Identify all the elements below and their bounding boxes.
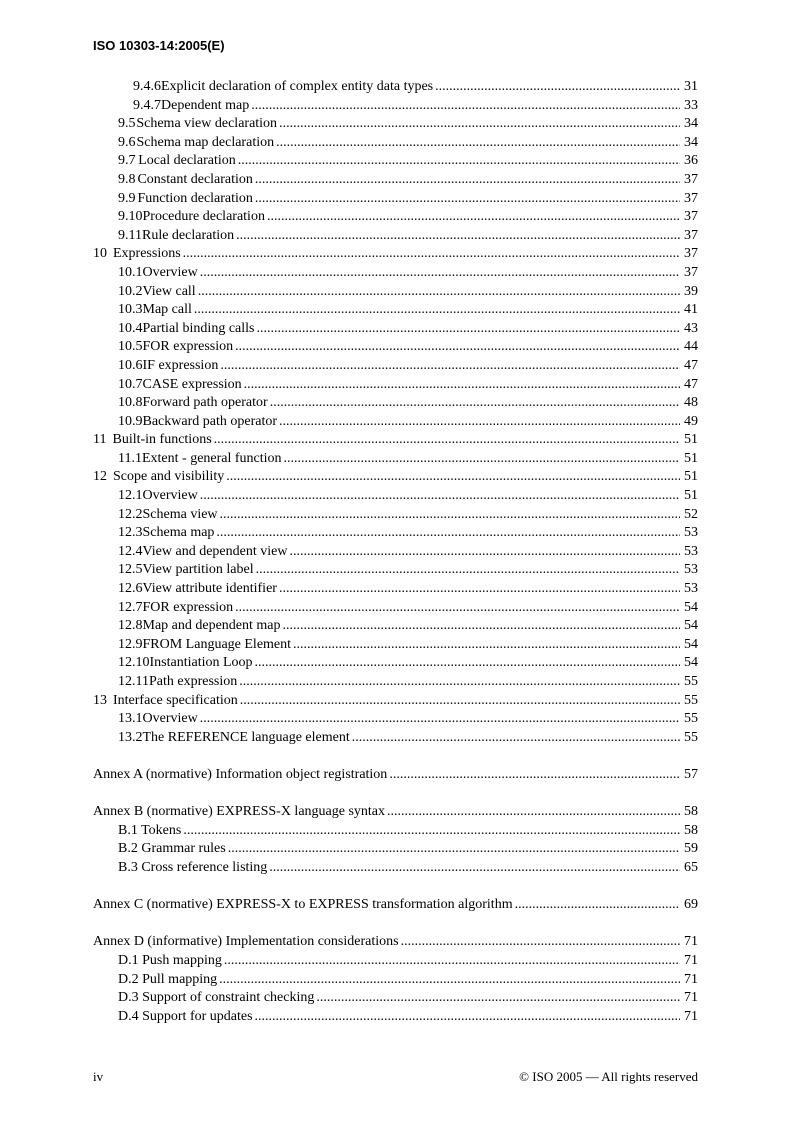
toc-entry-title: D.1 Push mapping <box>118 952 222 968</box>
toc-entry-number: 12.7 <box>118 599 143 615</box>
toc-entry[interactable] <box>93 561 698 580</box>
toc-entry-number: 10.8 <box>118 395 143 411</box>
toc-entry-number: 12.2 <box>118 506 143 522</box>
toc-entry-number: 10.9 <box>118 413 143 429</box>
toc-entry-number: 10.4 <box>118 320 143 336</box>
toc-entry-number: 12.4 <box>118 543 143 559</box>
toc-entry-page: 53 <box>684 562 698 578</box>
toc-entry-title: Explicit declaration of complex entity data types <box>161 79 434 94</box>
toc-entry[interactable] <box>93 245 698 264</box>
toc-entry-number: 9.10 <box>118 209 143 225</box>
document-id-header: ISO 10303-14:2005(E) <box>93 38 225 53</box>
toc-entry-title: Extent - general function <box>141 450 282 466</box>
toc-leader-dots <box>214 431 680 450</box>
toc-entry-title: Map and dependent map <box>142 618 281 634</box>
toc-entry[interactable] <box>93 227 698 246</box>
table-of-contents <box>93 78 698 1026</box>
toc-entry-page: 71 <box>684 934 698 950</box>
toc-spacer <box>93 878 698 897</box>
toc-leader-dots <box>267 208 680 227</box>
toc-entry[interactable] <box>93 487 698 506</box>
toc-entry[interactable] <box>93 431 698 450</box>
toc-entry-title: View and dependent view <box>142 543 288 559</box>
toc-entry[interactable] <box>93 506 698 525</box>
toc-entry[interactable] <box>93 78 698 97</box>
toc-entry-number: 9.4.7 <box>133 97 161 113</box>
toc-entry-title: Path expression <box>148 674 238 689</box>
toc-entry[interactable] <box>93 134 698 153</box>
toc-entry-page: 37 <box>684 246 698 262</box>
toc-entry-title: Local declaration <box>138 153 236 169</box>
toc-leader-dots <box>269 859 680 878</box>
toc-entry-title: Function declaration <box>137 190 253 206</box>
toc-entry[interactable] <box>93 971 698 990</box>
toc-entry[interactable] <box>93 654 698 673</box>
toc-entry-number: 11 <box>93 432 107 448</box>
toc-entry[interactable] <box>93 413 698 432</box>
toc-leader-dots <box>279 413 680 432</box>
toc-entry-title: View partition label <box>142 562 254 578</box>
toc-leader-dots <box>220 506 680 525</box>
toc-leader-dots <box>200 487 680 506</box>
toc-entry[interactable] <box>93 673 698 692</box>
toc-entry-page: 33 <box>684 97 698 113</box>
toc-entry-number: 9.8 <box>118 171 136 187</box>
toc-leader-dots <box>255 654 680 673</box>
toc-entry-page: 47 <box>684 357 698 373</box>
toc-entry-title: D.3 Support of constraint checking <box>118 990 315 1006</box>
toc-entry-page: 37 <box>684 227 698 243</box>
toc-entry-number: 10.3 <box>118 302 143 318</box>
toc-entry-title: Interface specification <box>113 692 238 708</box>
toc-entry[interactable] <box>93 357 698 376</box>
toc-entry-title: Schema view <box>142 506 218 522</box>
toc-entry[interactable] <box>93 208 698 227</box>
toc-entry-title: View attribute identifier <box>142 581 277 597</box>
toc-entry-number: 12.3 <box>118 525 143 541</box>
toc-entry-page: 34 <box>684 134 698 150</box>
toc-entry-title: FROM Language Element <box>142 636 292 652</box>
toc-entry-number: 9.6 <box>118 134 136 150</box>
toc-entry-number: 13.1 <box>118 711 143 727</box>
toc-entry-number: 11.1 <box>118 450 142 466</box>
toc-leader-dots <box>293 636 680 655</box>
toc-entry-number: 9.4.6 <box>133 79 161 94</box>
toc-entry[interactable] <box>93 617 698 636</box>
toc-entry[interactable] <box>93 264 698 283</box>
toc-entry-page: 41 <box>684 302 698 318</box>
toc-leader-dots <box>239 673 680 692</box>
toc-leader-dots <box>279 115 680 134</box>
toc-entry[interactable] <box>93 152 698 171</box>
toc-entry[interactable] <box>93 840 698 859</box>
toc-leader-dots <box>200 710 680 729</box>
toc-entry-title: B.3 Cross reference listing <box>118 859 268 875</box>
toc-entry-title: CASE expression <box>142 376 242 392</box>
toc-entry-title: Overview <box>142 711 198 727</box>
toc-entry-page: 52 <box>684 506 698 522</box>
toc-entry-number: 9.11 <box>118 227 142 243</box>
toc-entry[interactable] <box>93 190 698 209</box>
toc-entry-page: 54 <box>684 636 698 652</box>
toc-entry[interactable] <box>93 450 698 469</box>
toc-entry-title: FOR expression <box>142 599 234 615</box>
toc-leader-dots <box>352 729 680 748</box>
toc-entry[interactable] <box>93 301 698 320</box>
toc-entry-page: 39 <box>684 283 698 299</box>
toc-entry-title: FOR expression <box>142 339 234 355</box>
toc-leader-dots <box>228 840 680 859</box>
toc-entry[interactable] <box>93 933 698 952</box>
toc-entry-page: 48 <box>684 395 698 411</box>
toc-entry[interactable] <box>93 543 698 562</box>
toc-entry-title: Map call <box>142 302 192 318</box>
toc-leader-dots <box>224 952 680 971</box>
toc-leader-dots <box>435 78 680 97</box>
toc-entry-page: 34 <box>684 116 698 132</box>
toc-entry-page: 37 <box>684 209 698 225</box>
toc-entry-page: 69 <box>684 897 698 913</box>
toc-leader-dots <box>244 376 680 395</box>
toc-entry[interactable] <box>93 766 698 785</box>
toc-leader-dots <box>226 468 680 487</box>
toc-leader-dots <box>283 617 680 636</box>
toc-entry-title: Annex A (normative) Information object registration <box>93 766 388 782</box>
toc-entry-title: D.2 Pull mapping <box>118 971 218 987</box>
toc-entry-title: IF expression <box>142 357 219 373</box>
toc-entry-page: 59 <box>684 841 698 857</box>
toc-entry-title: B.2 Grammar rules <box>118 841 226 857</box>
toc-entry-page: 55 <box>684 674 698 689</box>
toc-entry[interactable] <box>93 1008 698 1027</box>
toc-entry[interactable] <box>93 320 698 339</box>
toc-entry-title: Annex C (normative) EXPRESS-X to EXPRESS transformation algorithm <box>93 897 513 913</box>
toc-leader-dots <box>235 599 680 618</box>
toc-entry-title: Rule declaration <box>141 227 235 243</box>
toc-entry-title: Dependent map <box>161 97 250 113</box>
toc-entry-page: 71 <box>684 990 698 1006</box>
toc-entry-page: 55 <box>684 711 698 727</box>
toc-entry[interactable] <box>93 599 698 618</box>
toc-entry-number: 10.1 <box>118 264 143 280</box>
copyright-notice: © ISO 2005 — All rights reserved <box>519 1069 698 1084</box>
toc-entry-number: 10.5 <box>118 339 143 355</box>
toc-leader-dots <box>251 97 680 116</box>
toc-entry[interactable] <box>93 376 698 395</box>
toc-leader-dots <box>270 394 680 413</box>
toc-entry-title: Built-in functions <box>112 432 212 448</box>
toc-leader-dots <box>255 171 680 190</box>
toc-entry-title: View call <box>142 283 196 299</box>
toc-entry[interactable] <box>93 859 698 878</box>
toc-entry-page: 51 <box>684 450 698 466</box>
toc-entry-page: 53 <box>684 581 698 597</box>
toc-entry-page: 54 <box>684 618 698 634</box>
toc-entry-page: 44 <box>684 339 698 355</box>
toc-entry-page: 54 <box>684 599 698 615</box>
toc-entry-number: 12.6 <box>118 581 143 597</box>
toc-entry-title: Annex D (informative) Implementation considerations <box>93 934 399 950</box>
toc-entry[interactable] <box>93 468 698 487</box>
toc-entry-page: 37 <box>684 190 698 206</box>
toc-entry-title: B.1 Tokens <box>118 822 182 838</box>
toc-entry-title: Procedure declaration <box>142 209 265 225</box>
toc-entry-page: 55 <box>684 692 698 708</box>
toc-entry-page: 36 <box>684 153 698 169</box>
toc-leader-dots <box>401 933 680 952</box>
toc-entry-page: 37 <box>684 264 698 280</box>
toc-leader-dots <box>289 543 680 562</box>
toc-leader-dots <box>200 264 680 283</box>
toc-entry[interactable] <box>93 636 698 655</box>
toc-entry[interactable] <box>93 692 698 711</box>
toc-entry-page: 58 <box>684 822 698 838</box>
toc-entry-title: Constant declaration <box>137 171 253 187</box>
toc-entry-number: 12.5 <box>118 562 143 578</box>
toc-leader-dots <box>387 803 680 822</box>
toc-entry-number: 9.7 <box>118 153 136 169</box>
toc-entry[interactable] <box>93 97 698 116</box>
toc-entry-number: 9.9 <box>118 190 136 206</box>
toc-leader-dots <box>279 580 680 599</box>
toc-entry-number: 12.10 <box>118 655 150 671</box>
toc-entry-page: 49 <box>684 413 698 429</box>
toc-entry-title: Backward path operator <box>142 413 277 429</box>
toc-entry-number: 12.1 <box>118 488 143 504</box>
toc-leader-dots <box>220 357 680 376</box>
toc-entry-number: 10.2 <box>118 283 143 299</box>
toc-entry[interactable] <box>93 580 698 599</box>
toc-leader-dots <box>256 320 680 339</box>
toc-leader-dots <box>255 1008 680 1027</box>
toc-entry[interactable] <box>93 803 698 822</box>
toc-entry-number: 10.7 <box>118 376 143 392</box>
toc-entry-page: 54 <box>684 655 698 671</box>
toc-entry-page: 71 <box>684 971 698 987</box>
toc-leader-dots <box>183 822 680 841</box>
toc-leader-dots <box>389 766 680 785</box>
toc-entry-number: 10.6 <box>118 357 143 373</box>
toc-leader-dots <box>240 692 680 711</box>
toc-entry-title: Schema view declaration <box>136 116 278 132</box>
toc-entry-title: Schema map <box>142 525 215 541</box>
toc-entry-title: Instantiation Loop <box>149 655 253 671</box>
toc-entry[interactable] <box>93 394 698 413</box>
toc-leader-dots <box>284 450 680 469</box>
toc-entry-title: Expressions <box>113 246 181 262</box>
toc-leader-dots <box>198 283 680 302</box>
toc-entry-page: 37 <box>684 171 698 187</box>
toc-entry-number: 9.5 <box>118 116 136 132</box>
toc-entry[interactable] <box>93 822 698 841</box>
toc-entry-title: Overview <box>142 488 198 504</box>
toc-entry-page: 65 <box>684 859 698 875</box>
toc-entry-page: 51 <box>684 488 698 504</box>
toc-entry-page: 58 <box>684 804 698 820</box>
toc-entry[interactable] <box>93 171 698 190</box>
toc-entry-page: 47 <box>684 376 698 392</box>
toc-entry-page: 57 <box>684 766 698 782</box>
toc-leader-dots <box>194 301 680 320</box>
toc-entry-page: 51 <box>684 469 698 485</box>
toc-entry-title: Schema map declaration <box>136 134 275 150</box>
toc-leader-dots <box>255 190 680 209</box>
toc-leader-dots <box>515 896 680 915</box>
toc-entry-number: 13 <box>93 692 107 708</box>
toc-leader-dots <box>216 524 680 543</box>
toc-leader-dots <box>276 134 680 153</box>
toc-entry-title: D.4 Support for updates <box>118 1008 253 1024</box>
toc-entry-title: Forward path operator <box>142 395 268 411</box>
toc-entry-title: Annex B (normative) EXPRESS-X language syntax <box>93 804 386 820</box>
toc-leader-dots <box>316 989 680 1008</box>
toc-entry-page: 71 <box>684 1008 698 1024</box>
toc-entry-number: 12.11 <box>118 674 149 689</box>
toc-entry[interactable] <box>93 729 698 748</box>
toc-entry-title: Scope and visibility <box>113 469 225 485</box>
toc-leader-dots <box>235 338 680 357</box>
page-number: iv <box>93 1069 104 1084</box>
toc-leader-dots <box>236 227 680 246</box>
toc-entry-title: Partial binding calls <box>142 320 255 336</box>
toc-spacer <box>93 747 698 766</box>
toc-entry-number: 10 <box>93 246 107 262</box>
toc-entry-number: 13.2 <box>118 729 143 745</box>
toc-leader-dots <box>238 152 680 171</box>
toc-entry-page: 43 <box>684 320 698 336</box>
toc-entry-page: 71 <box>684 952 698 968</box>
toc-spacer <box>93 785 698 804</box>
toc-entry[interactable] <box>93 952 698 971</box>
toc-leader-dots <box>219 971 680 990</box>
toc-entry-page: 55 <box>684 729 698 745</box>
toc-entry[interactable] <box>93 524 698 543</box>
toc-entry[interactable] <box>93 115 698 134</box>
toc-entry[interactable] <box>93 896 698 915</box>
toc-entry-page: 53 <box>684 543 698 559</box>
toc-entry-title: Overview <box>142 264 198 280</box>
toc-entry-title: The REFERENCE language element <box>142 729 350 745</box>
toc-entry[interactable] <box>93 710 698 729</box>
toc-spacer <box>93 915 698 934</box>
toc-entry-number: 12 <box>93 469 107 485</box>
toc-entry-page: 53 <box>684 525 698 541</box>
toc-leader-dots <box>256 561 680 580</box>
toc-leader-dots <box>183 245 680 264</box>
toc-entry-page: 51 <box>684 432 698 448</box>
toc-entry[interactable] <box>93 283 698 302</box>
toc-entry-page: 31 <box>684 79 698 94</box>
toc-entry[interactable] <box>93 338 698 357</box>
toc-entry-number: 12.9 <box>118 636 143 652</box>
toc-entry[interactable] <box>93 989 698 1008</box>
toc-entry-number: 12.8 <box>118 618 143 634</box>
